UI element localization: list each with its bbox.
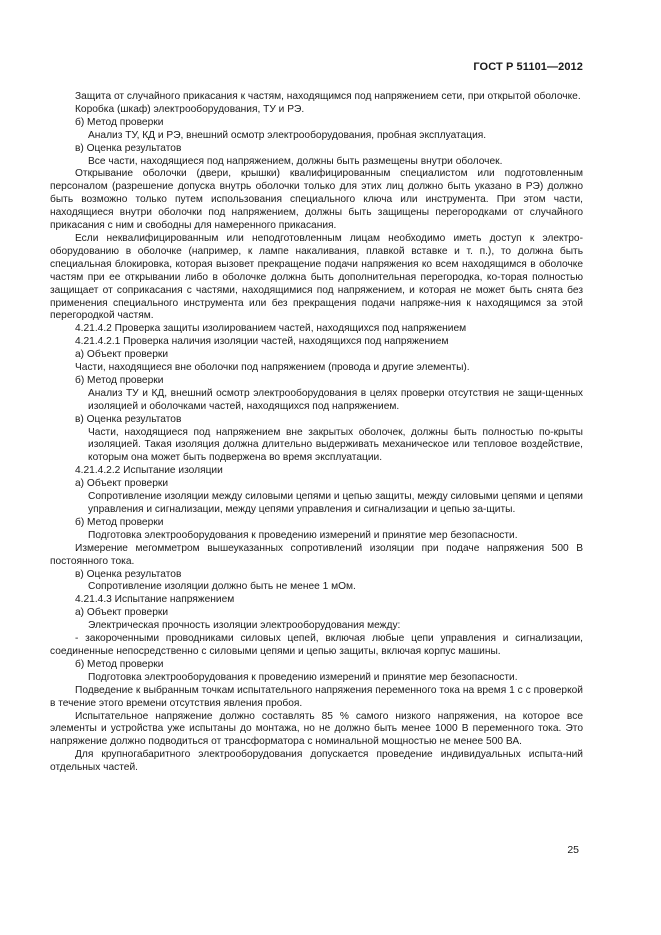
paragraph: Электрическая прочность изоляции электрооборудования между: [88,620,401,632]
subsection-label: в) Оценка результатов [75,413,182,425]
paragraph: Части, находящиеся под напряжением вне закрытых оболочек, должны быть полностью по-крыты изоляцией. Такая изоляция должна длительно выдерживать механическое или тепловое воздействие, которым она может быть подвержена во время эксплуатации. [88,426,583,464]
subsection-label: в) Оценка результатов [75,568,182,580]
paragraph: - закороченными проводниками силовых цепей, включая любые цепи управления и сигнализации, соединенные непосредственно с силовыми цепями и цепью защиты, включая корпус машины. [50,633,583,657]
subsection-label: в) Оценка результатов [75,142,182,154]
document-body [50,91,583,775]
subsection-label: б) Метод проверки [75,374,164,386]
paragraph: Измерение мегомметром вышеуказанных сопротивлений изоляции при подаче напряжения 500 В постоянного тока. [50,542,583,567]
paragraph: Анализ ТУ и КД, внешний осмотр электрооборудования в целях проверки отсутствия не защи-щенных изоляцией и оболочками частей, находящихся под напряжением. [88,387,583,412]
subsection-label: а) Объект проверки [75,478,169,490]
subsection-label: б) Метод проверки [75,658,164,670]
subsection-label: б) Метод проверки [75,116,164,128]
section-heading: 4.21.4.2 Проверка защиты изолированием частей, находящихся под напряжением [75,323,467,335]
page-number: 25 [567,844,579,856]
subsection-label: б) Метод проверки [75,516,164,528]
paragraph: Защита от случайного прикасания к частям, находящимся под напряжением сети, при открытой оболочке. [75,91,581,102]
subsection-label: а) Объект проверки [75,349,169,361]
section-heading: 4.21.4.2.1 Проверка наличия изоляции частей, находящихся под напряжением [75,336,449,348]
paragraph: Коробка (шкаф) электрооборудования, ТУ и РЭ. [75,103,305,115]
standard-header: ГОСТ Р 51101—2012 [473,61,583,73]
paragraph: Для крупногабаритного электрооборудования допускается проведение индивидуальных испыта-ний отдельных частей. [50,749,583,774]
paragraph: Анализ ТУ, КД и РЭ, внешний осмотр электрооборудования, пробная эксплуатация. [88,129,487,141]
paragraph: Подведение к выбранным точкам испытательного напряжения переменного тока на время 1 с с проверкой в течение этого времени отсутствия явления пробоя. [50,684,583,709]
paragraph: Части, находящиеся вне оболочки под напряжением (провода и другие элементы). [75,362,470,374]
paragraph: Испытательное напряжение должно составлять 85 % самого низкого напряжения, на которое все элементы и устройства уже испытаны до монтажа, но не должно быть менее 1000 В переменного тока. Это напряжение должно подводиться от трансформатора с номинальной мощностью не менее 500 ВА. [50,710,583,748]
subsection-label: а) Объект проверки [75,607,169,619]
section-heading: 4.21.4.3 Испытание напряжением [75,594,235,606]
paragraph: Подготовка электрооборудования к проведению измерений и принятие мер безопасности. [88,529,518,541]
paragraph: Сопротивление изоляции должно быть не менее 1 мОм. [88,581,356,593]
paragraph: Все части, находящиеся под напряжением, должны быть размещены внутри оболочек. [88,155,503,167]
paragraph: Если неквалифицированным или неподготовленным лицам необходимо иметь доступ к электро-оборудованию в оболочке (например, к лампе накаливания, плавкой вставке и т. п.), то должна быть специальная блокировка, которая вызовет прекращение подачи напряжения ко всем находящимся в оболочке частям при ее открывании либо в оболочке должна быть дополнительная перегородка, ко-торая полностью защищает от соприкасания с частями, находящимися под напряжением, и которая не может быть снята без применения специального инструмента или без прекращения подачи напряже-ния к находящимся за этой перегородкой частям. [50,232,583,322]
paragraph: Подготовка электрооборудования к проведению измерений и принятие мер безопасности. [88,671,518,683]
paragraph: Сопротивление изоляции между силовыми цепями и цепью защиты, между силовыми цепями и цепями управления и сигнализации, между цепями управления и сигнализации и цепью за-щиты. [88,491,583,515]
paragraph: Открывание оболочки (двери, крышки) квалифицированным специалистом или подготовленным персоналом (разрешение допуска внутрь оболочки только для этих лиц должно быть указано в РЭ) должно быть возможно только путем использования специального ключа или инструмента. При этом части, находящиеся внутри оболочки под напряжением, должны быть защищены перегородками от случайного прикасания с ним и свободны для намеренного прикасания. [50,168,583,232]
section-heading: 4.21.4.2.2 Испытание изоляции [75,465,223,477]
